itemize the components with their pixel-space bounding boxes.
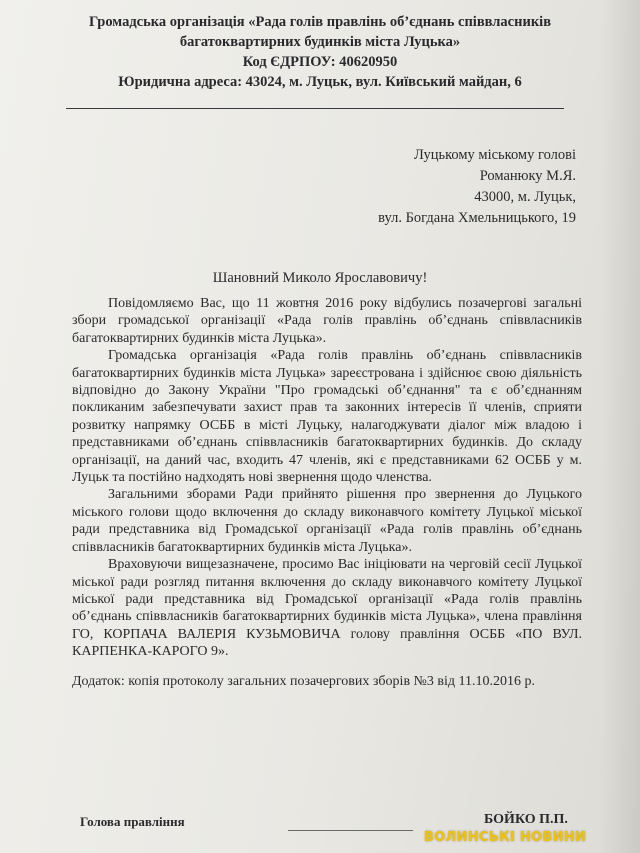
letterhead [60, 12, 580, 92]
body-paragraph-2: Громадська організація «Рада голів правлінь об’єднань співвласників багатоквартирних будинків міста Луцька» зареєстрована і здійснює свою діяльність відповідно до Закону України "Про громадські об’єднання" та є об’єднанням покликаним забезпечувати захист прав та законних інтересів її членів, сприяти розвитку напрямку ОСББ в місті Луцьку, налагоджувати діалог між владою і представниками об’єднань співвласників багатоквартирних будинків. До складу організації, на даний час, входить 47 членів, які є представниками 62 ОСББ у м. Луцьк та постійно надходять нові звернення щодо членства. [72, 348, 582, 486]
letterhead-edrpou-code: Код ЄДРПОУ: 40620950 [242, 54, 398, 70]
body-paragraph-3: Загальними зборами Ради прийнято рішення про звернення до Луцького міського голови щодо включення до складу виконавчого комітету Луцької міської ради представника від Громадської організації «Рада голів правлінь об’єднань співвласників багатоквартирних будинків міста Луцька». [72, 487, 582, 555]
letterhead-org-name-line1: Громадська організація «Рада голів правлінь об’єднань співвласників [88, 14, 552, 30]
letterhead-divider [66, 108, 564, 109]
body-paragraph-1: Повідомляємо Вас, що 11 жовтня 2016 року відбулись позачергові загальні збори громадської організації «Рада голів правлінь об’єднань співвласників багатоквартирних будинків міста Луцька». [72, 296, 582, 346]
watermark-logo: ВОЛИНСЬКІ НОВИНИ [424, 830, 587, 845]
letterhead-org-name-line2: багатоквартирних будинків міста Луцька» [179, 34, 461, 50]
page-shadow [600, 0, 640, 853]
addressee-position: Луцькому міському голові [413, 147, 576, 163]
addressee-street: вул. Богдана Хмельницького, 19 [378, 210, 576, 226]
body-paragraph-4: Враховуючи вищезазначене, просимо Вас ініціювати на черговій сесії Луцької міської ради розгляд питання включення до складу виконавчого комітету Луцької міської ради представника від Громадської організації «Рада голів правлінь об’єднань співвласників багатоквартирних будинків міста Луцька», члена правління ГО, КОРПАЧА ВАЛЕРІЯ КУЗЬМОВИЧА голову правління ОСББ «ПО ВУЛ. КАРПЕНКА-КАРОГО 9». [72, 557, 582, 660]
attachment-note: Додаток: копія протоколу загальних позачергових зборів №3 від 11.10.2016 р. [72, 673, 536, 689]
addressee-name: Романюку М.Я. [479, 168, 576, 184]
signature-role: Голова правління [80, 814, 185, 829]
signature-line [288, 830, 413, 831]
signature-name: БОЙКО П.П. [484, 812, 568, 827]
addressee-block [378, 145, 576, 229]
salutation: Шановний Миколо Ярославовичу! [212, 270, 428, 286]
letterhead-legal-address: Юридична адреса: 43024, м. Луцьк, вул. Київський майдан, 6 [118, 74, 522, 90]
addressee-city: 43000, м. Луцьк, [474, 189, 576, 205]
letter-body [72, 295, 582, 690]
